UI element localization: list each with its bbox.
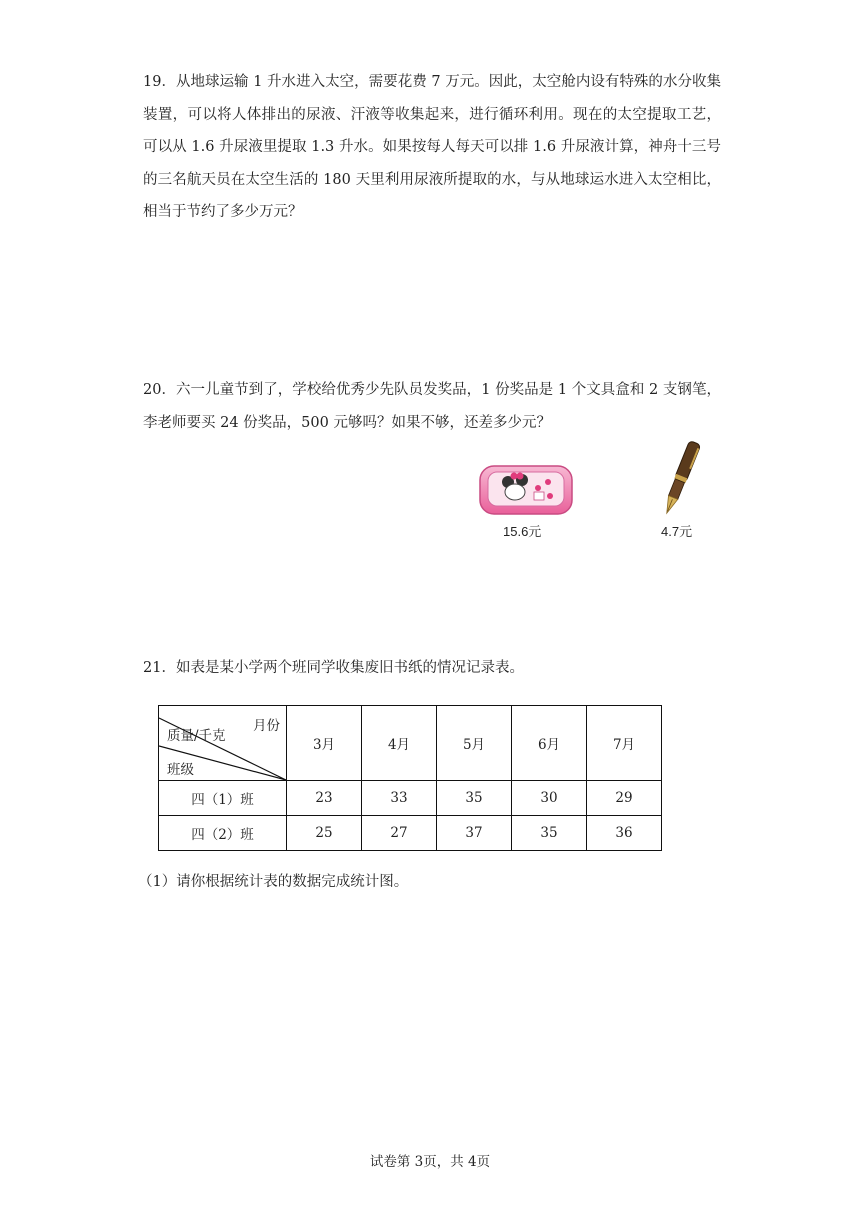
table-corner-cell: [159, 706, 287, 781]
table-cell: 27: [362, 816, 437, 851]
table-cell: 23: [287, 781, 362, 816]
table-cell: 36: [587, 816, 662, 851]
question-21: 21．如表是某小学两个班同学收集废旧书纸的情况记录表。: [143, 660, 524, 676]
table-cell: 35: [512, 816, 587, 851]
corner-label-class: 班级: [167, 762, 194, 778]
table-cell: 33: [362, 781, 437, 816]
question-19: 19．从地球运输 1 升水进入太空，需要花费 7 万元。因此，太空舱内设有特殊的水分收集装置，可以将人体排出的尿液、汗液等收集起来，进行循环利用。现在的太空提取工艺，可以从 1.6 升尿液里提取 1.3 升水。如果按每人每天可以排 1.6 升尿液计算，神舟十三号的三名航天员在太空生活的 180 天里利用尿液所提取的水，与从地球运水进入太空相比，相当于节约了多少万元？: [143, 74, 721, 220]
table-header-row: [159, 706, 662, 781]
table-cell: 35: [437, 781, 512, 816]
month-header: 6月: [512, 706, 587, 781]
class-label: 四（2）班: [159, 816, 287, 851]
table-cell: 30: [512, 781, 587, 816]
fountain-pen-image: [658, 438, 704, 518]
table-row: [159, 816, 662, 851]
month-header: 7月: [587, 706, 662, 781]
table-cell: 37: [437, 816, 512, 851]
pencil-box-image: [478, 462, 574, 520]
month-header: 4月: [362, 706, 437, 781]
table-row: [159, 781, 662, 816]
month-header: 5月: [437, 706, 512, 781]
question-21-part-1: （1）请你根据统计表的数据完成统计图。: [138, 874, 409, 890]
pen-price: 4.7元: [661, 524, 693, 539]
month-header: 3月: [287, 706, 362, 781]
class-label: 四（1）班: [159, 781, 287, 816]
table-cell: 25: [287, 816, 362, 851]
pencil-box-price: 15.6元: [503, 524, 542, 539]
page-footer: 试卷第 3页，共 4页: [369, 1154, 491, 1170]
corner-label-month: 月份: [253, 718, 280, 734]
waste-paper-table: [158, 705, 662, 851]
question-20: 20．六一儿童节到了，学校给优秀少先队员发奖品，1 份奖品是 1 个文具盒和 2 支钢笔，李老师要买 24 份奖品，500 元够吗？如果不够，还差多少元？: [143, 382, 721, 431]
corner-label-mass: 质量/千克: [167, 728, 226, 744]
table-cell: 29: [587, 781, 662, 816]
